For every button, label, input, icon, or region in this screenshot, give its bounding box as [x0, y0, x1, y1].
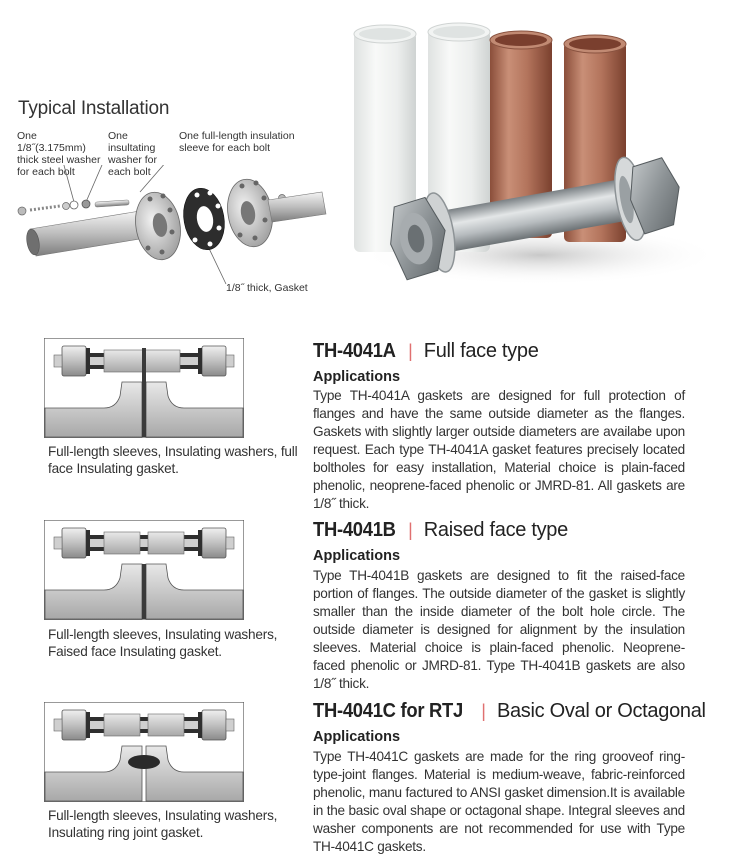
- product-a-type: Full face type: [423, 340, 539, 362]
- caption-full-face: Full-length sleeves, Insulating washers, full face Insulating gasket.: [48, 444, 298, 476]
- annotation-gasket: 1/8˝ thick, Gasket: [226, 282, 308, 294]
- caption-raised-face: Full-length sleeves, Insulating washers, Faised face Insulating gasket.: [48, 627, 278, 659]
- annotation-steel-washer: One 1/8˝(3.175mm) thick steel washer for each bolt: [17, 130, 101, 178]
- product-c-title: [313, 700, 706, 723]
- product-a-title: [313, 340, 539, 363]
- product-c-code: TH-4041C for RTJ: [313, 700, 463, 722]
- product-a-code: TH-4041A: [313, 340, 396, 362]
- diagram-ring-joint: [44, 702, 244, 802]
- product-a-separator: |: [408, 341, 413, 361]
- gasket-icon: [179, 185, 229, 253]
- flange-right-icon: [222, 176, 277, 251]
- product-c-separator: |: [481, 701, 486, 721]
- product-b-description: Type TH-4041B gaskets are designed to fit the raised-face portion of flanges. The outside diameter of the gasket is slightly smaller than the inside diameter of the bolt hole circle. The outside diameter is designed for alignment by the insulation sleeves. Material choice is plain-faced phenolic. Neoprene-faced phenolic or JMRD-81. Type TH-4041B gaskets are also 1/8˝ thick.: [313, 568, 685, 691]
- annotation-insulating-washer: One insultating washer for each bolt: [108, 130, 158, 178]
- product-b-type: Raised face type: [423, 519, 568, 541]
- product-photo: [340, 0, 737, 300]
- product-c-description: Type TH-4041C gaskets are made for the ring grooveof ring-type-joint flanges. Material is medium-weave, fabric-reinforced phenolic, manu factured to ANSI gasket dimension.It is available in the basic oval shape or octagonal shape. Integral sleeves and washer components are not recommended for use with Type TH-4041C gaskets.: [313, 749, 685, 854]
- product-a-description: Type TH-4041A gaskets are designed for full protection of flanges and have the same outside diameter as the flanges. Gaskets with slightly larger outside diameters are availabe upon request. Each type TH-4041A gasket features precisely located boltholes for easy installation, Material choice is plain-faced phenolic, neoprene-faced phenolic or JMRD-81. All gaskets are 1/8˝ thick.: [313, 388, 685, 511]
- installation-title: Typical Installation: [18, 98, 170, 119]
- product-c-applications-heading: Applications: [313, 729, 401, 745]
- product-b-code: TH-4041B: [313, 519, 396, 541]
- product-b-title: [313, 519, 568, 542]
- product-b-applications-heading: Applications: [313, 548, 401, 564]
- pipe-left-icon: [25, 211, 146, 256]
- installation-exploded-diagram: [0, 165, 330, 290]
- flange-left-icon: [130, 189, 185, 264]
- diagram-raised-face: [44, 520, 244, 620]
- caption-ring-joint: Full-length sleeves, Insulating washers, Insulating ring joint gasket.: [48, 808, 278, 840]
- diagram-full-face: [44, 338, 244, 438]
- annotation-insulation-sleeve: One full-length insulation sleeve for each bolt: [179, 130, 295, 154]
- product-c-type: Basic Oval or Octagonal: [496, 700, 706, 722]
- pipe-right-icon: [268, 192, 326, 222]
- product-b-separator: |: [408, 520, 413, 540]
- product-a-applications-heading: Applications: [313, 369, 401, 385]
